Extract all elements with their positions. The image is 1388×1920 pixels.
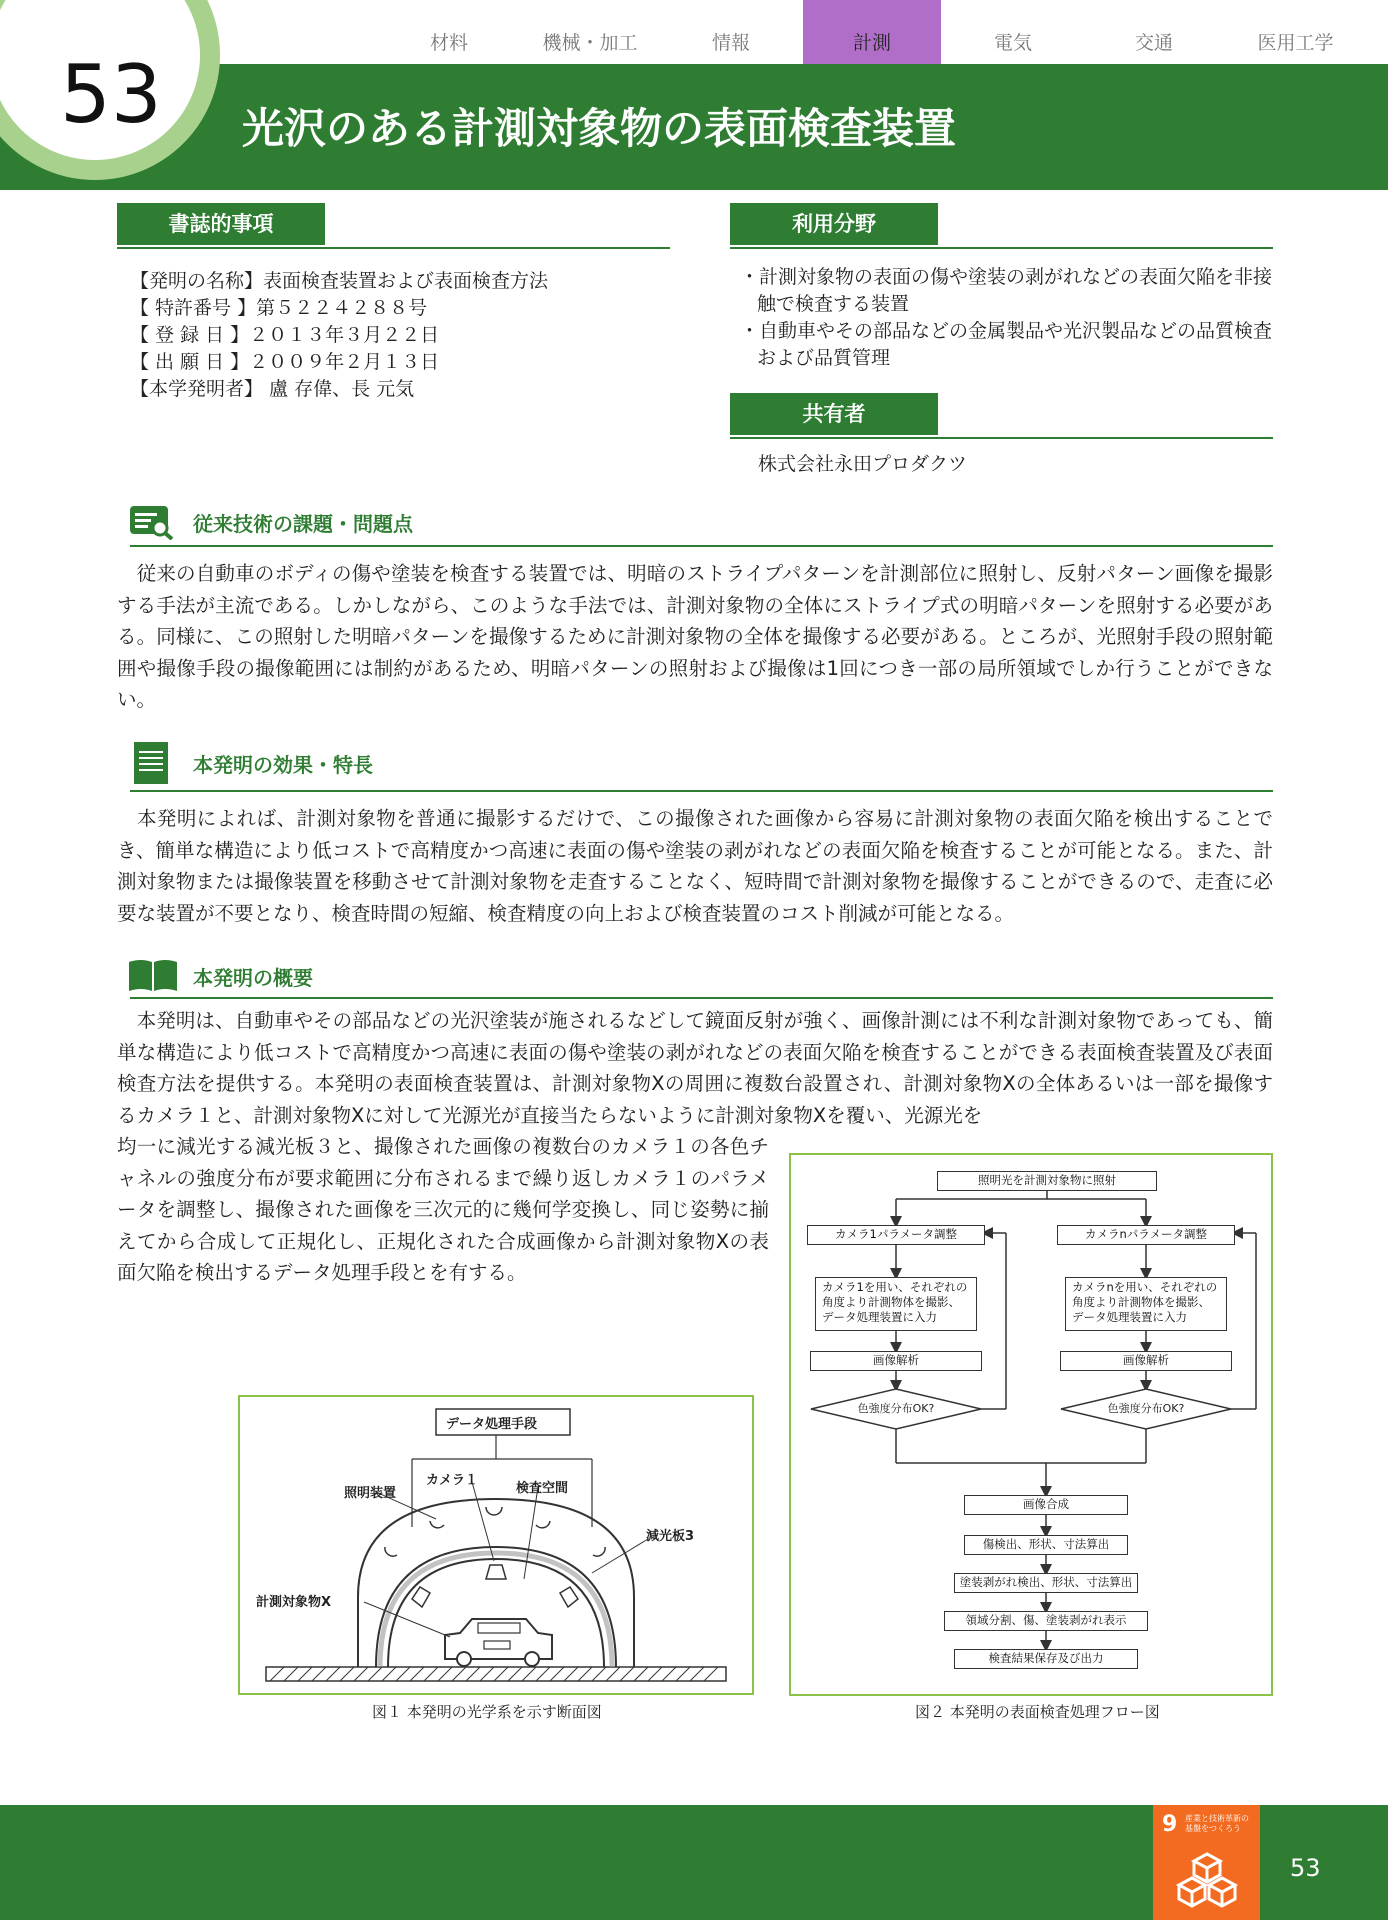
tab-transport[interactable] — [1085, 0, 1224, 64]
bibliography-inventors: 【本学発明者】 盧 存偉、長 元気 — [130, 378, 415, 400]
tab-label: 電気 — [993, 32, 1032, 54]
fig1-label-lighting: 照明装置 — [344, 1486, 397, 1501]
flow-right-capture: カメラnを用い、それぞれの角度より計測物体を撮影、データ処理装置に入力 — [1065, 1277, 1227, 1331]
flow-left-analyze: 画像解析 — [810, 1351, 982, 1371]
effect-heading: 本発明の効果・特長 — [193, 753, 373, 777]
figure1-frame — [238, 1395, 754, 1695]
problem-rule — [130, 545, 1273, 547]
tab-measurement[interactable] — [803, 0, 942, 64]
fig1-label-inspection-space: 検査空間 — [516, 1481, 569, 1496]
tab-materials[interactable] — [380, 0, 519, 64]
tab-label: 計測 — [852, 32, 891, 54]
coowner-name: 株式会社永田プロダクツ — [758, 453, 968, 475]
effect-text: 本発明によれば、計測対象物を普通に撮影するだけで、この撮像された画像から容易に計測対象物の表面欠陥を検出することでき、簡単な構造により低コストで高精度かつ高速に表面の傷や塗装の剥がれなどの表面欠陥を検査することが可能となる。また、計測対象物または撮像装置を移動させて計測対象物を走査することなく、短時間で計測対象物を撮像することができるので、走査に必要な装置が不要となり、検査時間の短縮、検査精度の向上および検査装置のコスト削減が可能となる。 — [117, 807, 1273, 925]
tab-medical-engineering[interactable] — [1226, 0, 1365, 64]
flow-left-adjust: カメラ1パラメータ調整 — [807, 1225, 985, 1245]
effect-rule — [130, 790, 1273, 792]
fig1-label-dimmer: 減光板3 — [646, 1529, 695, 1544]
application-item: ・計測対象物の表面の傷や塗装の剥がれなどの表面欠陥を非接触で検査する装置 — [740, 266, 1273, 315]
page-title: 光沢のある計測対象物の表面検査装置 — [242, 104, 957, 153]
flow-right-check: 色強度分布OK? — [1107, 1402, 1185, 1415]
overview-text-continued: 均一に減光する減光板３と、撮像された画像の複数台のカメラ１の各色チャネルの強度分布が要求範囲に分布されるまで繰り返しカメラ１のパラメータを調整し、撮像された画像を三次元的に幾何学変換し、同じ姿勢に揃えてから合成して正規化し、正規化された合成画像から計測対象物Xの表面欠陥を検出するデータ処理手段とを有する。 — [117, 1135, 769, 1284]
flow-left-check: 色強度分布OK? — [857, 1402, 935, 1415]
bibliography-heading: 書誌的事項 — [117, 203, 325, 245]
figure2-frame — [789, 1153, 1273, 1696]
optical-system-diagram — [240, 1397, 752, 1693]
bibliography-rule — [117, 247, 670, 249]
tab-label: 情報 — [711, 32, 750, 54]
applications-rule — [730, 247, 1273, 249]
tab-label: 医用工学 — [1257, 32, 1334, 54]
coowner-heading: 共有者 — [730, 393, 938, 435]
fig1-label-object: 計測対象物X — [256, 1595, 332, 1610]
tab-label: 機械・加工 — [542, 32, 638, 54]
problem-text: 従来の自動車のボディの傷や塗装を検査する装置では、明暗のストライプパターンを計測部位に照射し、反射パターン画像を撮影する手法が主流である。しかしながら、このような手法では、計測対象物の全体にストライプ式の明暗パターンを照射する必要がある。同様に、この照射した明暗パターンを撮像するために計測対象物の全体を撮像する必要がある。ところが、光照射手段の照射範囲や撮像手段の撮像範囲には制約があるため、明暗パターンの照射および撮像は1回につき一部の局所領域でしか行うことができない。 — [117, 562, 1273, 711]
tab-machining[interactable] — [521, 0, 660, 64]
figure2-caption: 図２ 本発明の表面検査処理フロー図 — [915, 1703, 1160, 1721]
document-icon — [134, 742, 170, 784]
sdg-text: 産業と技術革新の基盤をつくろう — [1185, 1814, 1249, 1833]
overview-text: 本発明は、自動車やその部品などの光沢塗装が施されるなどして鏡面反射が強く、画像計測には不利な計測対象物であっても、簡単な構造により低コストで高精度かつ高速に表面の傷や塗装の剥がれなどの表面欠陥を検査することができる表面検査装置及び表面検査方法を提供する。本発明の表面検査装置は、計測対象物Xの周囲に複数台設置され、計測対象物Xの全体あるいは一部を撮像するカメラ１と、計測対象物Xに対して光源光が直接当たらないように計測対象物Xを覆い、光源光を — [117, 1009, 1273, 1127]
fig1-label-camera: カメラ１ — [426, 1473, 479, 1488]
cubes-icon — [1176, 1852, 1238, 1908]
bibliography-title: 【発明の名称】表面検査装置および表面検査方法 — [130, 270, 549, 292]
flow-start: 照明光を計測対象物に照射 — [937, 1171, 1157, 1191]
flow-step-save-output: 検査結果保存及び出力 — [954, 1649, 1138, 1669]
application-item: ・自動車やその部品などの金属製品や光沢製品などの品質検査および品質管理 — [740, 320, 1273, 369]
tab-information[interactable] — [662, 0, 801, 64]
bibliography-patent-number: 【 特許番号 】第５２２４２８８号 — [130, 297, 428, 319]
flow-left-capture: カメラ1を用い、それぞれの角度より計測物体を撮影、データ処理装置に入力 — [815, 1277, 977, 1331]
flow-step-region-display: 領域分割、傷、塗装剥がれ表示 — [944, 1611, 1148, 1631]
fig1-label-data-processing: データ処理手段 — [446, 1417, 538, 1432]
flow-step-peeling-detect: 塗装剥がれ検出、形状、寸法算出 — [954, 1573, 1138, 1593]
overview-heading: 本発明の概要 — [193, 966, 313, 990]
bibliography-registration-date: 【 登 録 日 】２０１３年３月２２日 — [130, 324, 440, 346]
coowner-rule — [730, 437, 1273, 439]
problem-heading: 従来技術の課題・問題点 — [193, 512, 413, 536]
overview-rule — [130, 997, 1273, 999]
flow-right-adjust: カメラnパラメータ調整 — [1057, 1225, 1235, 1245]
figure1-caption: 図１ 本発明の光学系を示す断面図 — [372, 1703, 602, 1721]
footer-page-number: 53 — [1290, 1854, 1321, 1882]
tab-electrical[interactable] — [944, 0, 1083, 64]
flow-right-analyze: 画像解析 — [1060, 1351, 1232, 1371]
applications-heading: 利用分野 — [730, 203, 938, 245]
magnifier-document-icon — [130, 504, 174, 540]
flow-step-scratch-detect: 傷検出、形状、寸法算出 — [964, 1535, 1128, 1555]
open-book-icon — [127, 958, 179, 992]
tab-label: 材料 — [429, 32, 468, 54]
category-tabs — [380, 0, 1388, 64]
sdg-number: 9 — [1162, 1812, 1178, 1837]
flow-step-composite: 画像合成 — [964, 1495, 1128, 1515]
bibliography-application-date: 【 出 願 日 】２００９年２月１３日 — [130, 351, 440, 373]
page-number: 53 — [60, 48, 162, 141]
tab-label: 交通 — [1134, 32, 1173, 54]
